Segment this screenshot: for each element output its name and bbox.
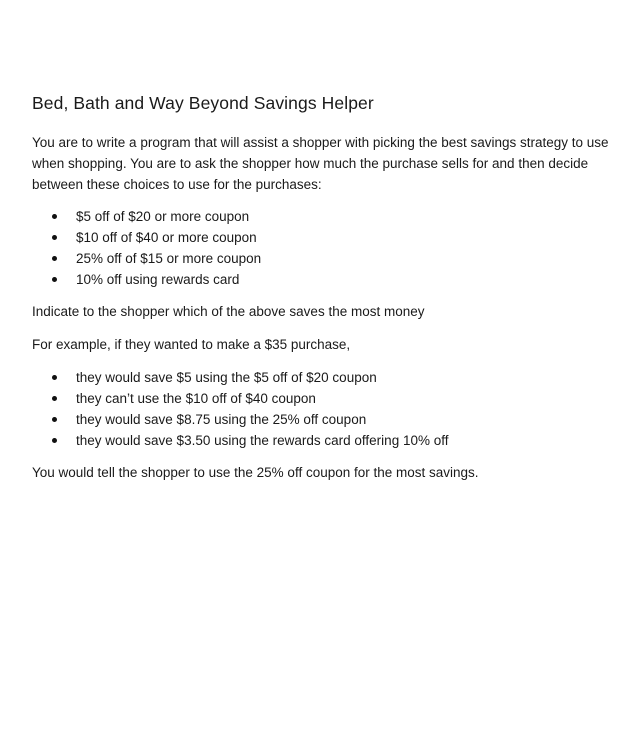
conclusion-paragraph: You would tell the shopper to use the 25% off coupon for the most savings. <box>32 465 479 480</box>
bullet-icon <box>52 375 57 380</box>
bullet-icon <box>52 438 57 443</box>
list-item: they would save $3.50 using the rewards card offering 10% off <box>32 430 612 451</box>
indicate-paragraph: Indicate to the shopper which of the above saves the most money <box>32 304 425 319</box>
choices-list <box>32 206 612 290</box>
bullet-icon <box>52 256 57 261</box>
bullet-icon <box>52 235 57 240</box>
document-title: Bed, Bath and Way Beyond Savings Helper <box>32 93 374 113</box>
list-item: $10 off of $40 or more coupon <box>32 227 612 248</box>
example-intro-paragraph: For example, if they wanted to make a $35 purchase, <box>32 337 351 352</box>
list-item: 10% off using rewards card <box>32 269 612 290</box>
bullet-icon <box>52 214 57 219</box>
intro-paragraph: You are to write a program that will assist a shopper with picking the best savings strategy to use when shopping. You are to ask the shopper how much the purchase sells for and then decide between these choices to use for the purchases: <box>32 135 609 192</box>
example-list <box>32 367 612 451</box>
bullet-icon <box>52 396 57 401</box>
list-item: 25% off of $15 or more coupon <box>32 248 612 269</box>
list-item: they would save $8.75 using the 25% off coupon <box>32 409 612 430</box>
bullet-icon <box>52 417 57 422</box>
document-page <box>32 93 612 483</box>
bullet-icon <box>52 277 57 282</box>
list-item: $5 off of $20 or more coupon <box>32 206 612 227</box>
list-item: they would save $5 using the $5 off of $20 coupon <box>32 367 612 388</box>
list-item: they can’t use the $10 off of $40 coupon <box>32 388 612 409</box>
